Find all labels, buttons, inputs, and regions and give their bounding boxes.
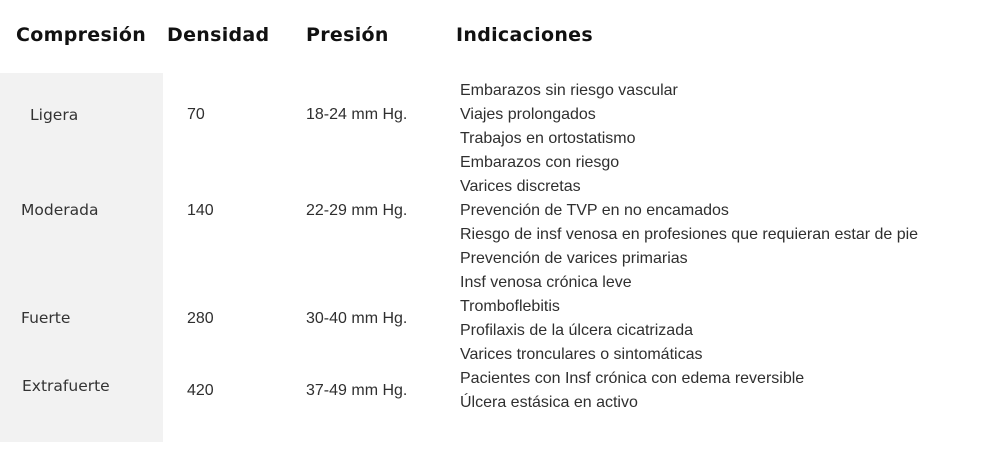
header-indicaciones: Indicaciones bbox=[456, 24, 593, 46]
row-densidad: 280 bbox=[187, 310, 214, 327]
row-indicacion: Prevención de varices primarias bbox=[460, 250, 688, 267]
row-indicacion: Úlcera estásica en activo bbox=[460, 394, 638, 411]
row-indicacion: Prevención de TVP en no encamados bbox=[460, 202, 729, 219]
row-densidad: 70 bbox=[187, 106, 205, 123]
row-indicacion: Pacientes con Insf crónica con edema reversible bbox=[460, 370, 805, 387]
row-indicacion: Varices tronculares o sintomáticas bbox=[460, 346, 703, 363]
row-presion: 18-24 mm Hg. bbox=[306, 106, 408, 123]
header-densidad: Densidad bbox=[167, 24, 270, 46]
row-indicacion: Viajes prolongados bbox=[460, 106, 596, 123]
row-compresion: Extrafuerte bbox=[22, 377, 110, 395]
row-indicacion: Varices discretas bbox=[460, 178, 581, 195]
row-compresion: Moderada bbox=[21, 201, 99, 219]
row-compresion: Fuerte bbox=[21, 309, 71, 327]
row-compresion: Ligera bbox=[30, 106, 79, 124]
row-indicacion: Profilaxis de la úlcera cicatrizada bbox=[460, 322, 693, 339]
row-indicacion: Embarazos con riesgo bbox=[460, 154, 620, 171]
row-presion: 30-40 mm Hg. bbox=[306, 310, 408, 327]
row-indicacion: Riesgo de insf venosa en profesiones que requieran estar de pie bbox=[460, 226, 919, 243]
row-presion: 37-49 mm Hg. bbox=[306, 382, 408, 399]
header-presion: Presión bbox=[306, 24, 389, 46]
row-indicacion: Trabajos en ortostatismo bbox=[460, 130, 636, 147]
row-indicacion: Embarazos sin riesgo vascular bbox=[460, 82, 678, 99]
row-densidad: 140 bbox=[187, 202, 214, 219]
row-indicacion: Tromboflebitis bbox=[460, 298, 560, 315]
row-densidad: 420 bbox=[187, 382, 214, 399]
row-presion: 22-29 mm Hg. bbox=[306, 202, 408, 219]
row-indicacion: Insf venosa crónica leve bbox=[460, 274, 632, 291]
header-compresion: Compresión bbox=[16, 24, 147, 46]
